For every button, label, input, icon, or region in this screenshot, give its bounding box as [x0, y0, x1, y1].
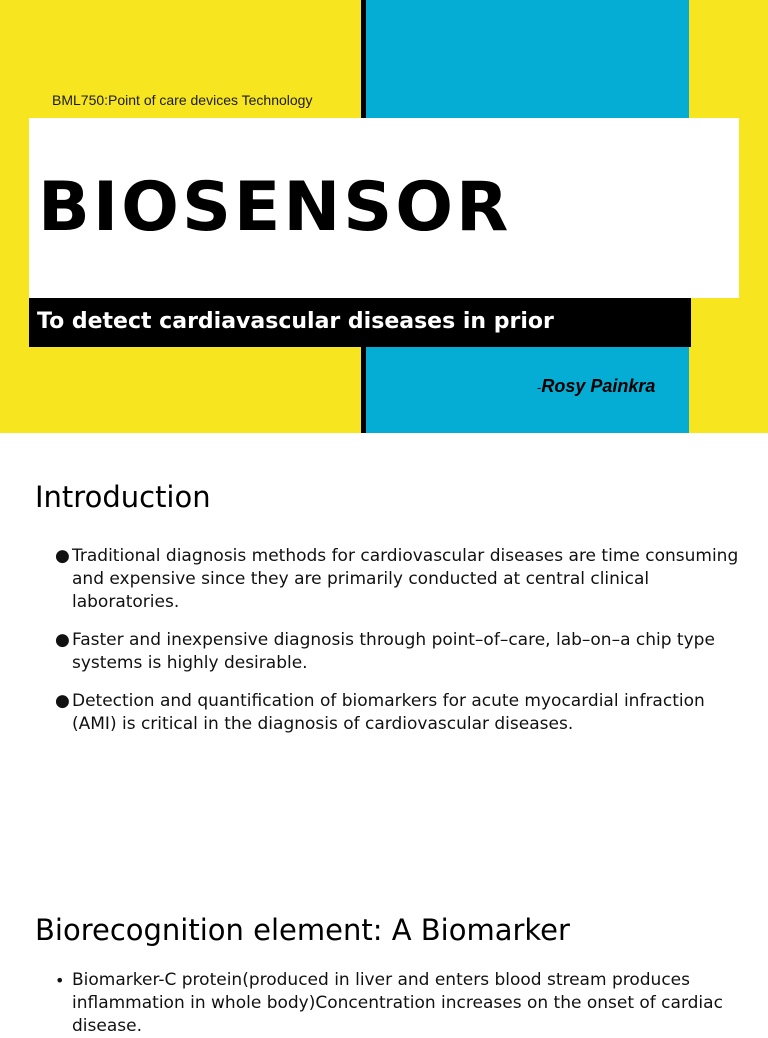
slide-subtitle: To detect cardiavascular diseases in prior: [37, 309, 554, 334]
list-item: [55, 545, 745, 614]
bullet-icon: ●: [55, 691, 70, 711]
list-item: [55, 969, 745, 1038]
bullet-text: Faster and inexpensive diagnosis through point–of–care, lab–on–a chip type systems is highly desirable.: [72, 630, 715, 673]
course-label: BML750:Point of care devices Technology: [52, 92, 313, 108]
slide-title: BIOSENSOR: [38, 168, 512, 247]
bullet-text: Traditional diagnosis methods for cardiovascular diseases are time consuming and expensive since they are primarily conducted at central clinical laboratories.: [72, 546, 739, 612]
biorecognition-heading: Biorecognition element: A Biomarker: [35, 913, 570, 947]
list-item: [55, 629, 745, 675]
introduction-bullet-list: [55, 545, 745, 751]
author-dash: -: [537, 380, 542, 395]
introduction-heading: Introduction: [35, 480, 211, 514]
bullet-icon: ●: [55, 630, 70, 650]
bullet-text: Biomarker-C protein(produced in liver and enters blood stream produces inflammation in whole body)Concentration increases on the onset of cardiac disease.: [72, 970, 723, 1036]
author-line: [537, 376, 655, 397]
title-slide: [0, 0, 768, 433]
bullet-icon: ●: [55, 546, 70, 566]
list-item: [55, 690, 745, 736]
bullet-icon: •: [55, 971, 65, 990]
biorecognition-bullet-list: [55, 969, 745, 1038]
author-name: Rosy Painkra: [541, 376, 656, 396]
bullet-text: Detection and quantification of biomarkers for acute myocardial infraction (AMI) is critical in the diagnosis of cardiovascular diseases.: [72, 691, 705, 734]
